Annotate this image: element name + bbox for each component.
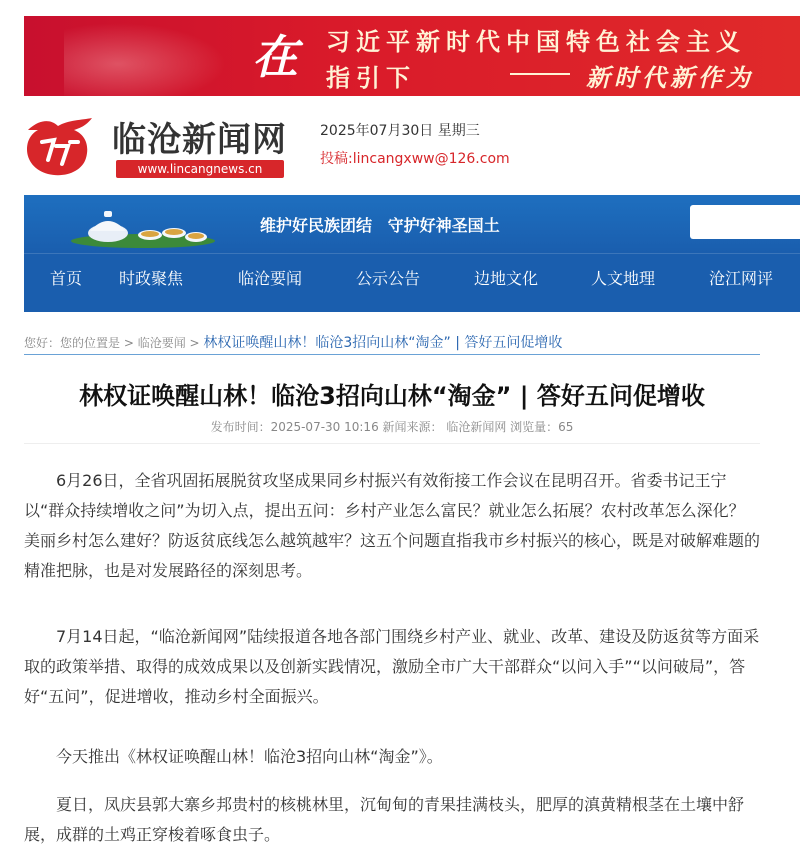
contribute-email[interactable]: 投稿:lincangxww@126.com (320, 151, 510, 167)
article-meta: 发布时间：2025-07-30 10:16 新闻来源： 临沧新闻网 浏览量：65 (210, 420, 574, 434)
article-paragraph: 夏日，凤庆县郭大寨乡邦贵村的核桃林里，沉甸甸的青果挂满枝头，肥厚的滇黄精根茎在土壤中舒展，成群的土鸡正穿梭着啄食虫子。 (24, 795, 745, 844)
banner-dash (510, 73, 570, 75)
current-date: 2025年07月30日 星期三 (320, 123, 480, 139)
nav-item-home[interactable]: 首页 (50, 269, 83, 288)
banner-big-char: 在 (252, 30, 298, 84)
nav-item-geography[interactable]: 人文地理 (591, 269, 656, 288)
nav-item-border-culture[interactable]: 边地文化 (474, 269, 539, 288)
divider (24, 443, 760, 444)
nav-item-announcements[interactable]: 公示公告 (356, 269, 421, 288)
breadcrumb-separator: > (185, 336, 204, 350)
article-paragraph: 今天推出《林权证唤醒山林！临沧3招向山林“淘金”》。 (56, 747, 443, 766)
nav-item-commentary[interactable]: 沧江网评 (709, 269, 774, 288)
search-input[interactable] (690, 205, 800, 239)
banner-line1: 习近平新时代中国特色社会主义 (326, 28, 746, 56)
nav-item-lincang-news[interactable]: 临沧要闻 (238, 269, 303, 288)
tea-set-icon (68, 203, 218, 249)
header-band (24, 195, 800, 253)
breadcrumb-prefix: 您好：您的位置是 > (24, 336, 138, 350)
main-nav (24, 253, 800, 312)
banner-slogan: 新时代新作为 (586, 64, 754, 92)
article-paragraph: 6月26日，全省巩固拓展脱贫攻坚成果同乡村振兴有效衔接工作会议在昆明召开。省委书记王宁以“群众持续增收之问”为切入点，提出五问：乡村产业怎么富民？就业怎么拓展？农村改革怎么深化？美丽乡村怎么建好？防返贫底线怎么越筑越牢？这五个问题直指我市乡村振兴的核心，既是对破解难题的精准把脉，也是对发展路径的深刻思考。 (24, 471, 761, 580)
breadcrumb (24, 332, 760, 355)
article-paragraph: 7月14日起，“临沧新闻网”陆续报道各地各部门围绕乡村产业、就业、改革、建设及防返贫等方面采取的政策举措、取得的成效成果以及创新实践情况，激励全市广大干部群众“以问入手”“以问破局”，答好“五问”，促进增收，推动乡村全面振兴。 (24, 627, 760, 706)
site-url[interactable]: www.lincangnews.cn (116, 160, 284, 178)
breadcrumb-category[interactable]: 临沧要闻 (137, 336, 186, 350)
top-banner[interactable] (24, 16, 800, 96)
banner-line2: 指引下 (326, 64, 416, 92)
nav-item-politics[interactable]: 时政聚焦 (119, 269, 184, 288)
motto-text: 维护好民族团结 守护好神圣国土 (260, 216, 500, 235)
site-name[interactable]: 临沧新闻网 (112, 120, 287, 160)
article-title: 林权证唤醒山林！临沧3招向山林“淘金” | 答好五问促增收 (79, 382, 705, 410)
breadcrumb-current[interactable]: 林权证唤醒山林！临沧3招向山林“淘金” | 答好五问促增收 (203, 335, 563, 351)
banner-decoration (64, 16, 244, 96)
site-logo-icon[interactable] (24, 116, 102, 180)
